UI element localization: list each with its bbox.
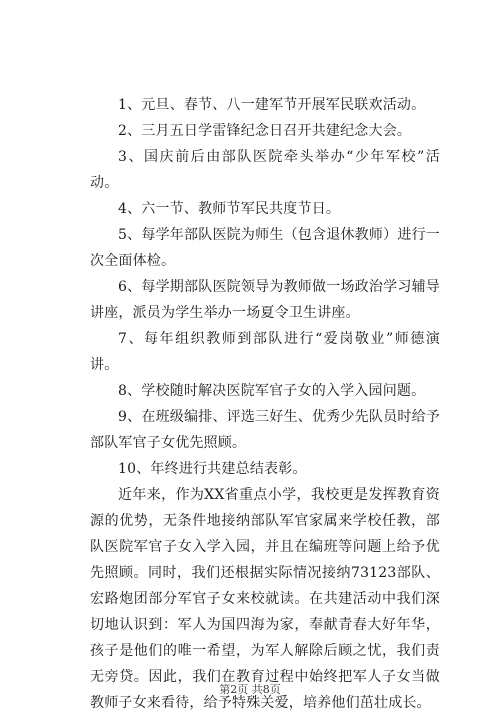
summary-paragraph: 近年来，作为XX省重点小学，我校更是发挥教育资源的优势，无条件地接纳部队军官家属来学校任教，部队医院军官子女入学入园，并且在编班等问题上给予优先照顾。同时，我们还根据实际情况接纳73123部队、宏路炮团部分军官子女来校就读。在共建活动中我们深切地认识到：军人为国四海为家，奉献青春大好年华，孩子是他们的唯一希望，为军人解除后顾之忧，我们责无旁贷。因此，我们在教育过程中始终把军人子女当做教师子女来看待，给予特殊关爱，培养他们茁壮成长。 bbox=[90, 487, 440, 711]
list-item-10: 10、年终进行共建总结表彰。 bbox=[118, 461, 307, 477]
document-body bbox=[90, 92, 440, 716]
list-item-6: 6、每学期部队医院领导为教师做一场政治学习辅导讲座，派员为学生举办一场夏令卫生讲座。 bbox=[90, 279, 440, 321]
list-item-2: 2、三月五日学雷锋纪念日召开共建纪念大会。 bbox=[118, 123, 412, 139]
list-item-9: 9、在班级编排、评选三好生、优秀少先队员时给予部队军官子女优先照顾。 bbox=[90, 409, 440, 451]
list-item-7: 7、每年组织教师到部队进行“爱岗敬业”师德演讲。 bbox=[90, 331, 440, 373]
list-item-8: 8、学校随时解决医院军官子女的入学入园问题。 bbox=[118, 383, 426, 399]
list-item-3: 3、国庆前后由部队医院牵头举办“少年军校”活动。 bbox=[90, 149, 440, 191]
list-item-5: 5、每学年部队医院为师生（包含退休教师）进行一次全面体检。 bbox=[90, 227, 440, 269]
page-footer: 第2页 共8页 bbox=[219, 683, 281, 696]
list-item-1: 1、元旦、春节、八一建军节开展军民联欢活动。 bbox=[118, 97, 426, 113]
list-item-4: 4、六一节、教师节军民共度节日。 bbox=[118, 201, 341, 217]
